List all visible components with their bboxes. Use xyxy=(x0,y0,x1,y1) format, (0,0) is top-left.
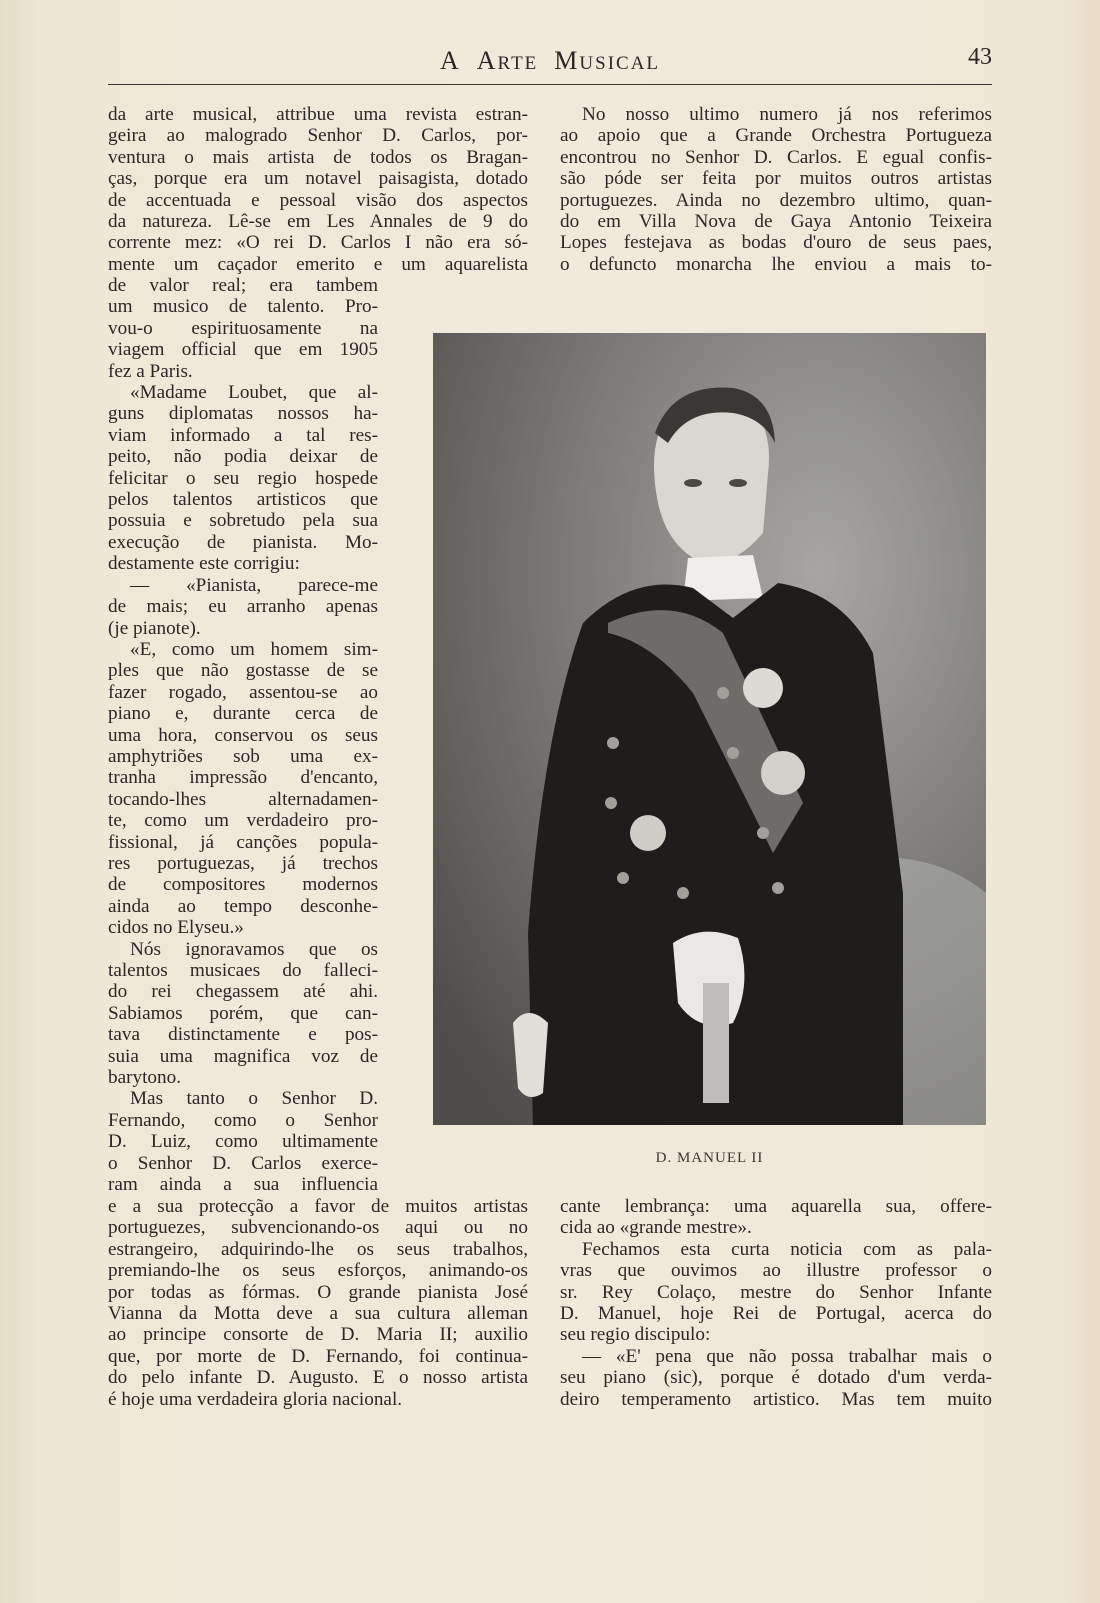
right-column-top xyxy=(560,104,992,275)
text-line: o Senhor D. Carlos exerce- xyxy=(108,1152,378,1174)
text-line: premiando-lhe os seus esforços, animando-os xyxy=(108,1260,528,1282)
text-line: tranha impressão d'encanto, xyxy=(108,767,378,789)
left-column-narrow xyxy=(108,275,378,1195)
text-line: No nosso ultimo numero já nos referimos xyxy=(582,104,992,125)
text-line: ao principe consorte de D. Maria II; auxilio xyxy=(108,1324,528,1346)
text-line: são póde ser feita por muitos outros artistas xyxy=(560,168,992,190)
text-line: do pelo infante D. Augusto. E o nosso artista xyxy=(108,1367,528,1389)
text-line: da natureza. Lê-se em Les Annales de 9 do xyxy=(108,211,528,233)
text-line: seu regio discipulo: xyxy=(560,1324,711,1346)
text-line: Vianna da Motta deve a sua cultura alleman xyxy=(108,1303,528,1325)
text-line: ventura o mais artista de todos os Bragan- xyxy=(108,146,528,168)
photo-caption: D. MANUEL II xyxy=(655,1150,764,1166)
text-line: ram ainda a sua influencia xyxy=(108,1174,378,1196)
text-line: que, por morte de D. Fernando, foi continua- xyxy=(108,1345,528,1367)
text-line: viam informado a tal res- xyxy=(108,424,378,446)
page-number: 43 xyxy=(968,44,992,70)
text-line: uma hora, conservou os seus xyxy=(108,724,378,746)
text-line: geira ao malogrado Senhor D. Carlos, por- xyxy=(108,125,528,147)
text-line: Mas tanto o Senhor D. xyxy=(130,1088,378,1110)
text-line: Nós ignoravamos que os xyxy=(130,938,378,960)
text-line: vras que ouvimos ao illustre professor o xyxy=(560,1260,992,1282)
text-line: deiro temperamento artistico. Mas tem muito xyxy=(560,1388,992,1410)
text-line: estrangeiro, adquirindo-lhe os seus trabalhos, xyxy=(108,1238,528,1260)
text-line: é hoje uma verdadeira gloria nacional. xyxy=(108,1388,403,1410)
text-line: um musico de talento. Pro- xyxy=(108,296,378,318)
text-line: D. Luiz, como ultimamente xyxy=(108,1131,378,1153)
text-line: cida ao «grande mestre». xyxy=(560,1217,752,1239)
text-line: tava distinctamente e pos- xyxy=(108,1024,378,1046)
text-line: res portuguezas, já trechos xyxy=(108,852,378,874)
text-line: peito, não podia deixar de xyxy=(108,446,378,468)
text-line: amphytriões sob uma ex- xyxy=(108,745,378,767)
text-line: Lopes festejava as bodas d'ouro de seus paes, xyxy=(560,232,992,254)
text-line: fez a Paris. xyxy=(108,360,193,382)
text-line: Fechamos esta curta noticia com as pala- xyxy=(582,1238,992,1260)
text-line: possuia e sobretudo pela sua xyxy=(108,510,378,532)
text-line: ples que não gostasse de se xyxy=(108,660,378,682)
text-line: do em Villa Nova de Gaya Antonio Teixeira xyxy=(560,211,992,233)
text-line: mente um caçador emerito e um aquarelista xyxy=(108,253,528,275)
text-line: vou-o espirituosamente na xyxy=(108,317,378,339)
text-line: cante lembrança: uma aquarella sua, offere- xyxy=(560,1196,992,1217)
text-line: — «Pianista, parece-me xyxy=(130,574,378,596)
portrait-illustration xyxy=(433,333,986,1125)
text-line: barytono. xyxy=(108,1067,182,1089)
text-line: piano e, durante cerca de xyxy=(108,703,378,725)
text-line: ao apoio que a Grande Orchestra Portugueza xyxy=(560,125,992,147)
text-line: execução de pianista. Mo- xyxy=(108,531,378,553)
text-line: D. Manuel, hoje Rei de Portugal, acerca do xyxy=(560,1303,992,1325)
text-line: ainda ao tempo desconhe- xyxy=(108,895,378,917)
text-line: o defuncto monarcha lhe enviou a mais to- xyxy=(560,253,992,275)
text-line: seu piano (sic), porque é dotado d'um verda- xyxy=(560,1367,992,1389)
text-line: do rei chegassem até ahi. xyxy=(108,981,378,1003)
text-line: de valor real; era tambem xyxy=(108,275,378,296)
text-line: por todas as fórmas. O grande pianista José xyxy=(108,1281,528,1303)
text-line: — «E' pena que não possa trabalhar mais o xyxy=(582,1345,992,1367)
text-line: encontrou no Senhor D. Carlos. E egual confis- xyxy=(560,146,992,168)
text-line: viagem official que em 1905 xyxy=(108,339,378,361)
text-line: fissional, já canções popula- xyxy=(108,831,378,853)
journal-title: A ARTE MUSICAL xyxy=(439,46,661,75)
text-line: pelos talentos artisticos que xyxy=(108,489,378,511)
text-line: destamente este corrigiu: xyxy=(108,553,300,575)
text-line: de compositores modernos xyxy=(108,874,378,896)
portrait-photo xyxy=(433,333,986,1125)
text-line: te, como um verdadeiro pro- xyxy=(108,810,378,832)
text-line: de mais; eu arranho apenas xyxy=(108,596,378,618)
page-header xyxy=(108,44,992,84)
text-line: tocando-lhes alternadamen- xyxy=(108,788,378,810)
header-rule xyxy=(108,84,992,85)
text-line: portuguezes. Ainda no dezembro ultimo, quan- xyxy=(560,189,992,211)
text-line: guns diplomatas nossos ha- xyxy=(108,403,378,425)
text-line: Sabiamos porém, que can- xyxy=(108,1002,378,1024)
text-line: (je pianote). xyxy=(108,617,201,639)
text-line: felicitar o seu regio hospede xyxy=(108,467,378,489)
text-line: da arte musical, attribue uma revista estran- xyxy=(108,104,528,125)
text-line: Fernando, como o Senhor xyxy=(108,1109,378,1131)
text-line: corrente mez: «O rei D. Carlos I não era só- xyxy=(108,232,528,254)
text-line: de accentuada e pessoal visão dos aspectos xyxy=(108,189,528,211)
text-line: ças, porque era um notavel paisagista, dotado xyxy=(108,168,528,190)
text-line: portuguezes, subvencionando-os aqui ou no xyxy=(108,1217,528,1239)
text-line: «Madame Loubet, que al- xyxy=(130,382,378,404)
left-column-bottom xyxy=(108,1196,528,1410)
text-line: e a sua protecção a favor de muitos artistas xyxy=(108,1196,528,1217)
text-line: sr. Rey Colaço, mestre do Senhor Infante xyxy=(560,1281,992,1303)
text-line: talentos musicaes do falleci- xyxy=(108,960,378,981)
text-line: suia uma magnifica voz de xyxy=(108,1045,378,1067)
right-column-bottom xyxy=(560,1196,992,1410)
text-line: «E, como um homem sim- xyxy=(130,638,378,660)
text-line: fazer rogado, assentou-se ao xyxy=(108,681,378,703)
left-column-top xyxy=(108,104,528,275)
text-line: cidos no Elyseu.» xyxy=(108,917,244,939)
